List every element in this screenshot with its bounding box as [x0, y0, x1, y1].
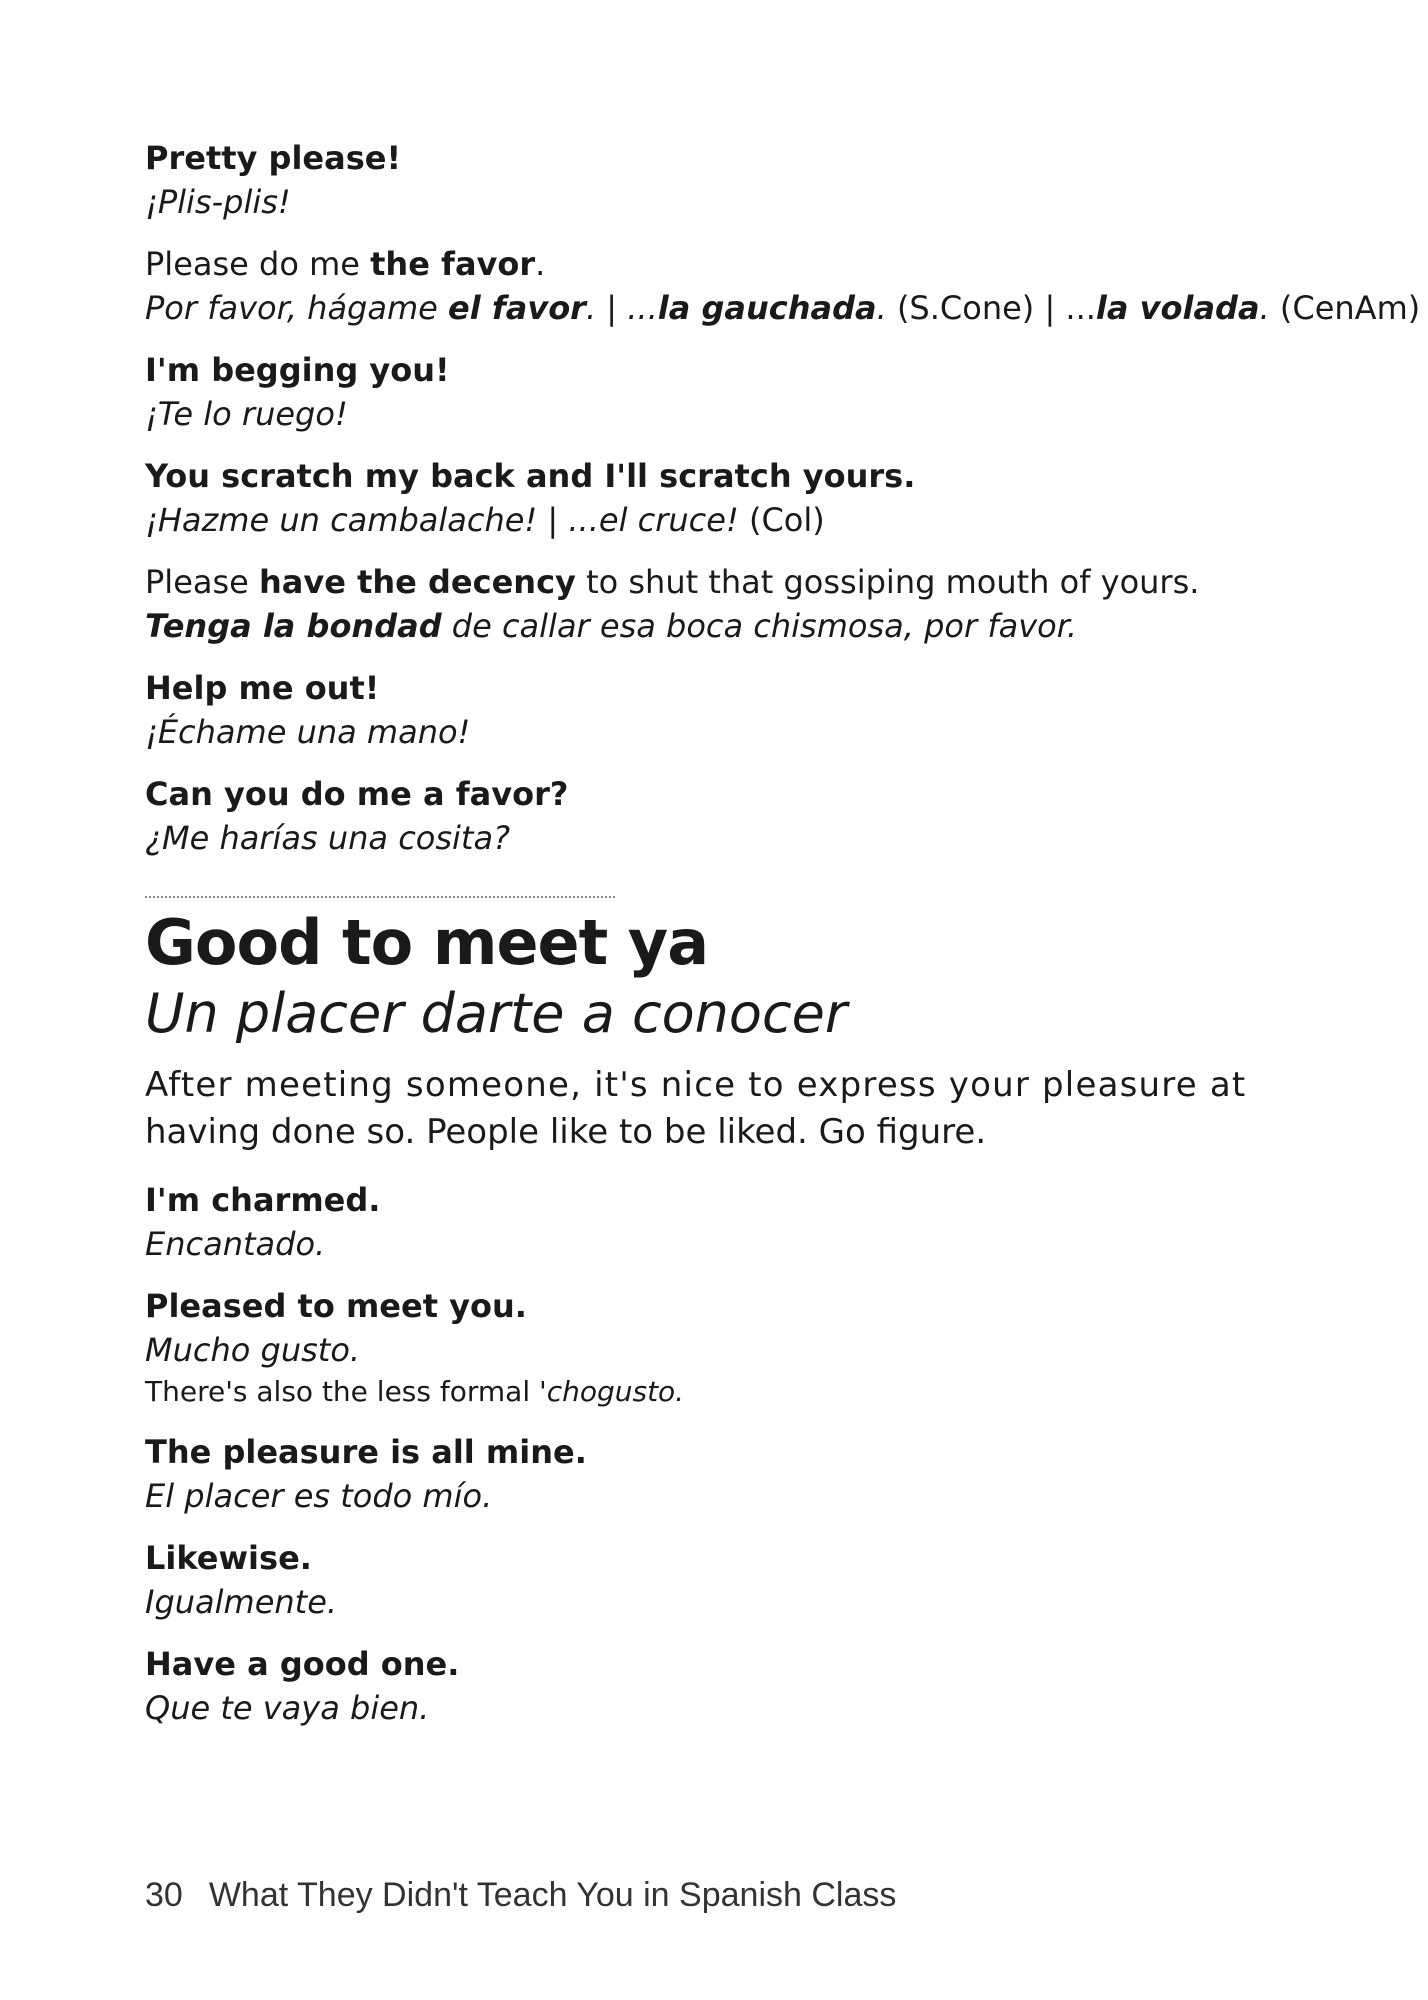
usage-note [145, 1372, 1295, 1412]
spanish-text: Por favor, hágame [145, 289, 448, 327]
phrase-entry [145, 1284, 1295, 1412]
english-phrase: The pleasure is all mine. [145, 1433, 587, 1471]
spanish-phrase: ¡Te lo ruego! [145, 395, 348, 433]
english-text: to shut that gossiping mouth of yours. [575, 563, 1200, 601]
note-term: 'chogusto. [539, 1375, 685, 1408]
section-intro [145, 1062, 1295, 1156]
spanish-text: . | ... [585, 289, 658, 327]
english-text: Please [145, 563, 260, 601]
phrase-entry [145, 136, 1295, 224]
english-highlight: have the decency [259, 563, 576, 601]
english-phrase [145, 242, 1295, 286]
spanish-phrase: Igualmente. [145, 1583, 338, 1621]
spanish-highlight: el favor [448, 289, 586, 327]
note-text: There's also the less formal [145, 1375, 539, 1408]
page-content [145, 136, 1421, 1748]
region-tag: (S.Cone) | ... [886, 289, 1096, 327]
phrase-entry [145, 454, 1295, 542]
section-title: Good to meet ya [145, 906, 709, 979]
phrase-entry [145, 242, 1421, 330]
english-phrase [145, 560, 1295, 604]
english-phrase: Can you do me a favor? [145, 775, 569, 813]
phrase-entry [145, 666, 1295, 754]
spanish-highlight: la gauchada [657, 289, 877, 327]
spanish-highlight: Tenga la bondad [145, 607, 442, 645]
english-phrase: Have a good one. [145, 1645, 460, 1683]
phrase-entry [145, 772, 1295, 860]
book-title: What They Didn't Teach You in Spanish Class [208, 1876, 897, 1914]
spanish-text: de callar esa boca chismosa, por favor. [441, 607, 1078, 645]
phrase-entry [145, 1536, 1295, 1624]
english-phrase: Help me out! [145, 669, 380, 707]
phrase-entry [145, 348, 1295, 436]
english-phrase: You scratch my back and I'll scratch yours. [145, 457, 916, 495]
phrase-entry [145, 1178, 1295, 1266]
spanish-phrase: Encantado. [145, 1225, 326, 1263]
spanish-phrase: ¡Plis-plis! [145, 183, 291, 221]
region-tag: (CenAm) [1269, 289, 1421, 327]
section-subtitle: Un placer darte a conocer [145, 982, 848, 1045]
english-phrase: Likewise. [145, 1539, 312, 1577]
spanish-phrase: ¡Échame una mano! [145, 713, 471, 751]
spanish-text: ¡Hazme un cambalache! | ...el cruce! [145, 501, 739, 539]
page-number: 30 [145, 1876, 183, 1914]
spanish-phrase [145, 286, 1421, 330]
intro-line: having done so. People like to be liked. Go figure. [145, 1112, 987, 1152]
english-highlight: the favor [370, 245, 536, 283]
spanish-phrase: El placer es todo mío. [145, 1477, 493, 1515]
spanish-phrase: Mucho gusto. [145, 1331, 361, 1369]
english-text: Please do me [145, 245, 371, 283]
phrase-entry [145, 560, 1295, 648]
spanish-text: . [1259, 289, 1270, 327]
phrase-entry [145, 1430, 1295, 1518]
english-phrase: Pleased to meet you. [145, 1287, 527, 1325]
section-divider [145, 896, 615, 898]
spanish-highlight: la volada [1095, 289, 1260, 327]
english-phrase: I'm begging you! [145, 351, 450, 389]
region-tag: (Col) [738, 501, 825, 539]
spanish-phrase: Que te vaya bien. [145, 1689, 430, 1727]
phrase-entry [145, 1642, 1295, 1730]
spanish-phrase [145, 604, 1295, 648]
intro-line: After meeting someone, it's nice to express your pleasure at [145, 1065, 1247, 1105]
page-footer [145, 1876, 896, 1915]
spanish-text: . [876, 289, 887, 327]
spanish-phrase [145, 498, 1295, 542]
english-phrase: Pretty please! [145, 139, 402, 177]
spanish-phrase: ¿Me harías una cosita? [145, 819, 511, 857]
english-text: . [535, 245, 546, 283]
english-phrase: I'm charmed. [145, 1181, 381, 1219]
